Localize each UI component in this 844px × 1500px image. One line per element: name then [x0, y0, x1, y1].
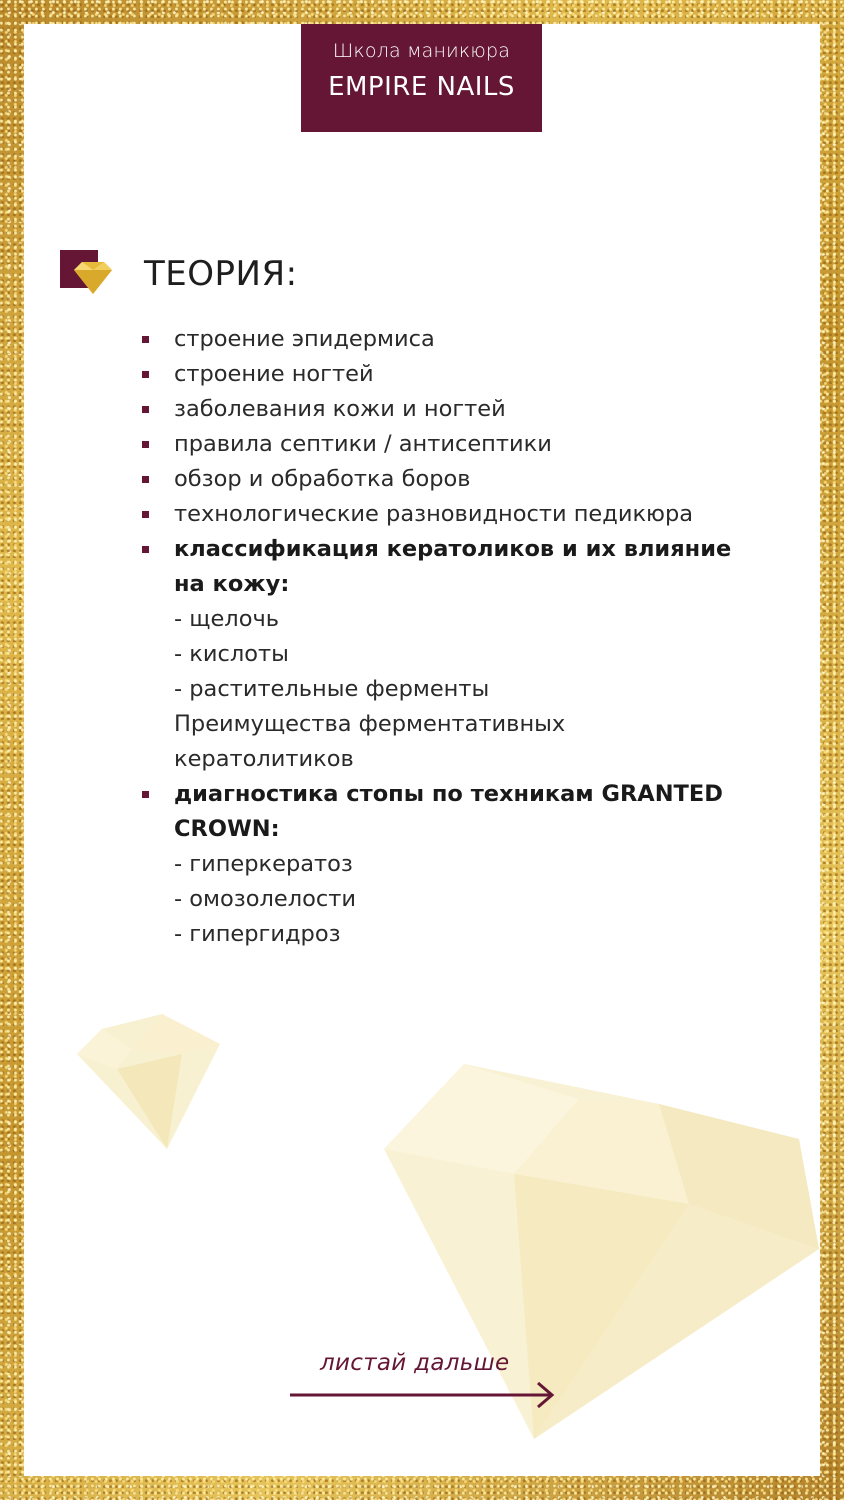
list-item — [140, 322, 740, 357]
list-item-text: CROWN: — [174, 816, 280, 842]
diamond-decoration-small — [72, 1009, 222, 1149]
list-item-text: классификация кератоликов и их влияние — [174, 536, 732, 562]
list-item-text: строение ногтей — [174, 361, 374, 387]
slide-card — [24, 24, 820, 1476]
brand-header — [301, 24, 542, 132]
diamond-icon — [60, 250, 116, 298]
brand-name: EMPIRE NAILS — [328, 72, 515, 102]
next-slide-link[interactable]: листай дальше — [320, 1350, 510, 1376]
list-item-text: обзор и обработка боров — [174, 466, 471, 492]
list-subitem: Преимущества ферментативных — [174, 711, 566, 737]
list-subitem: кератолитиков — [174, 746, 354, 772]
list-subitem: - щелочь — [174, 606, 280, 632]
arrow-right-icon[interactable] — [288, 1380, 558, 1410]
list-item — [140, 357, 740, 392]
section-title: ТЕОРИЯ: — [144, 254, 298, 294]
list-item — [140, 392, 740, 427]
brand-subtitle: Школа маникюра — [332, 40, 511, 62]
list-item-text: строение эпидермиса — [174, 326, 435, 352]
list-item — [140, 427, 740, 462]
theory-list — [140, 322, 740, 952]
list-subitem: - гиперкератоз — [174, 851, 353, 877]
list-subitem: - кислоты — [174, 641, 289, 667]
list-item — [140, 497, 740, 532]
list-subitem: - омозолелости — [174, 886, 356, 912]
list-item-keratolytics — [140, 532, 740, 777]
list-item-text: технологические разновидности педикюра — [174, 501, 694, 527]
list-item-text: правила септики / антисептики — [174, 431, 552, 457]
list-item-text: диагностика стопы по техникам GRANTED — [174, 781, 723, 807]
list-item-text: заболевания кожи и ногтей — [174, 396, 506, 422]
list-item-foot-diagnostics — [140, 777, 740, 952]
list-item-text: на кожу: — [174, 571, 290, 597]
list-item — [140, 462, 740, 497]
list-subitem: - гипергидроз — [174, 921, 341, 947]
list-subitem: - растительные ферменты — [174, 676, 490, 702]
